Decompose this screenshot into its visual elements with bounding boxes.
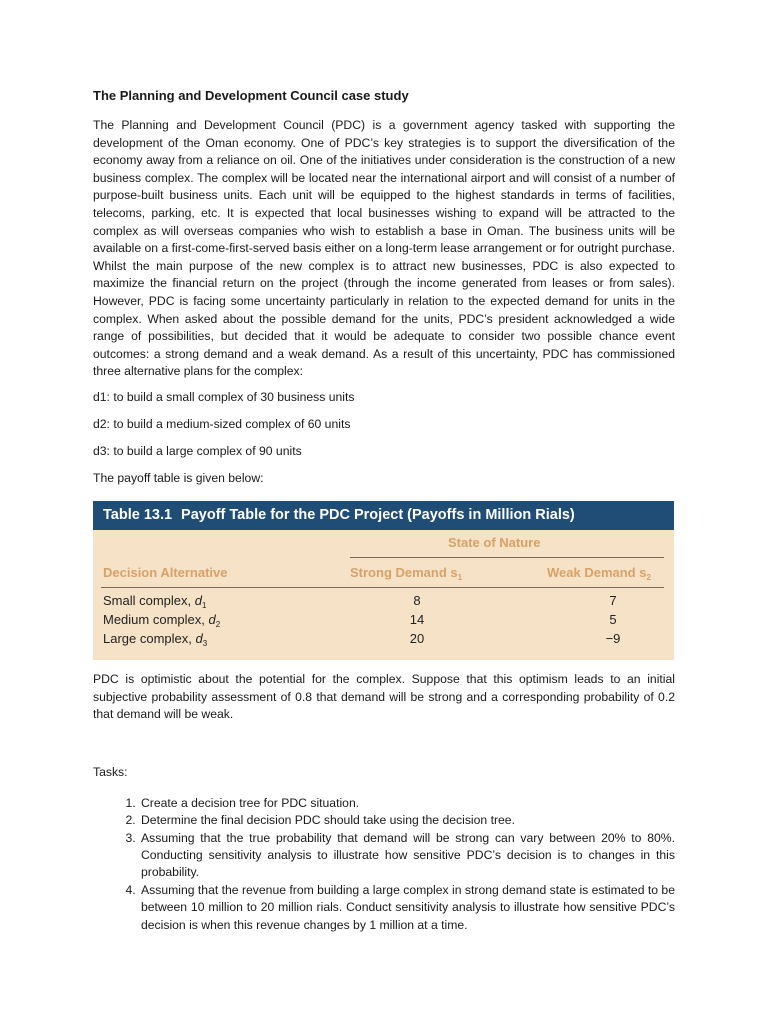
state-of-nature-label: State of Nature — [448, 534, 541, 550]
row-label: Medium complex, $d_2$ — [103, 611, 221, 629]
tasks-list — [93, 795, 675, 934]
strong-value: 14 — [409, 611, 425, 627]
weak-value: 5 — [609, 611, 617, 627]
list-item: 4. Assuming that the revenue from building a large complex in strong demand state is estimated to be between 10 million to 20 million rials. Conduct sensitivity analysis to illustrate how sensitive PDC’s decision is when this revenue changes by 1 million at a time. — [139, 882, 675, 934]
payoff-table — [93, 501, 674, 660]
payoff-table-header — [93, 501, 674, 530]
weak-value: −9 — [605, 630, 621, 646]
weak-value: 7 — [609, 592, 617, 608]
col-weak-header: Weak Demand $s_2$ — [547, 564, 651, 582]
list-item: 1. Create a decision tree for PDC situation. — [139, 795, 675, 812]
document-title: The Planning and Development Council case study — [93, 88, 409, 103]
table-row — [93, 612, 674, 630]
row-label: Large complex, $d_3$ — [103, 630, 208, 648]
state-of-nature-rule — [350, 557, 664, 558]
strong-value: 8 — [413, 592, 421, 608]
table-row — [93, 631, 674, 649]
col-decision-header: Decision Alternative — [103, 564, 228, 580]
option-d2: d2: to build a medium-sized complex of 60 units — [93, 416, 351, 431]
row-label: Small complex, $d_1$ — [103, 592, 207, 610]
probability-paragraph: PDC is optimistic about the potential for the complex. Suppose that this optimism leads to an initial subjective probability assessment of 0.8 that demand will be strong and a corresponding probability of 0.2 that demand will be weak. — [93, 671, 675, 722]
list-item: 3. Assuming that the true probability that demand will be strong can vary between 20% to 80%. Conducting sensitivity analysis to illustrate how sensitive PDC’s decision is to changes in this probability. — [139, 830, 675, 882]
tasks-label: Tasks: — [93, 764, 128, 779]
table-row — [93, 593, 674, 611]
strong-value: 20 — [409, 630, 425, 646]
table-title: Payoff Table for the PDC Project (Payoffs in Million Rials) — [181, 507, 575, 524]
list-item: 2. Determine the final decision PDC should take using the decision tree. — [139, 812, 675, 829]
payoff-intro: The payoff table is given below: — [93, 470, 264, 485]
intro-paragraph: The Planning and Development Council (PDC) is a government agency tasked with supporting the development of the Oman economy. One of PDC’s key strategies is to support the diversification of the economy away from a reliance on oil. One of the initiatives under consideration is the construction of a new business complex. The complex will be located near the international airport and will consist of a number of purpose-built business units. Each unit will be equipped to the highest standards in terms of facilities, telecoms, parking, etc. It is expected that local businesses wishing to expand will be attracted to the complex as will overseas companies who wish to establish a base in Oman. The business units will be available on a first-come-first-served basis either on a long-term lease arrangement or for outright purchase. Whilst the main purpose of the new complex is to attract new businesses, PDC is also expected to maximize the financial return on the project (through the income generated from leases or from sales). However, PDC is facing some uncertainty particularly in relation to the expected demand for units in the complex. When asked about the possible demand for the units, PDC’s president acknowledged a wide range of possibilities, but decided that it would be adequate to consider two possible chance event outcomes: a strong demand and a weak demand. As a result of this uncertainty, PDC has commissioned three alternative plans for the complex: — [93, 118, 675, 379]
col-strong-header: Strong Demand $s_1$ — [350, 564, 463, 582]
option-d3: d3: to build a large complex of 90 units — [93, 443, 302, 458]
header-rule — [101, 587, 664, 588]
table-number: Table 13.1 — [103, 507, 173, 524]
document-content — [93, 87, 675, 934]
option-d1: d1: to build a small complex of 30 business units — [93, 389, 355, 404]
